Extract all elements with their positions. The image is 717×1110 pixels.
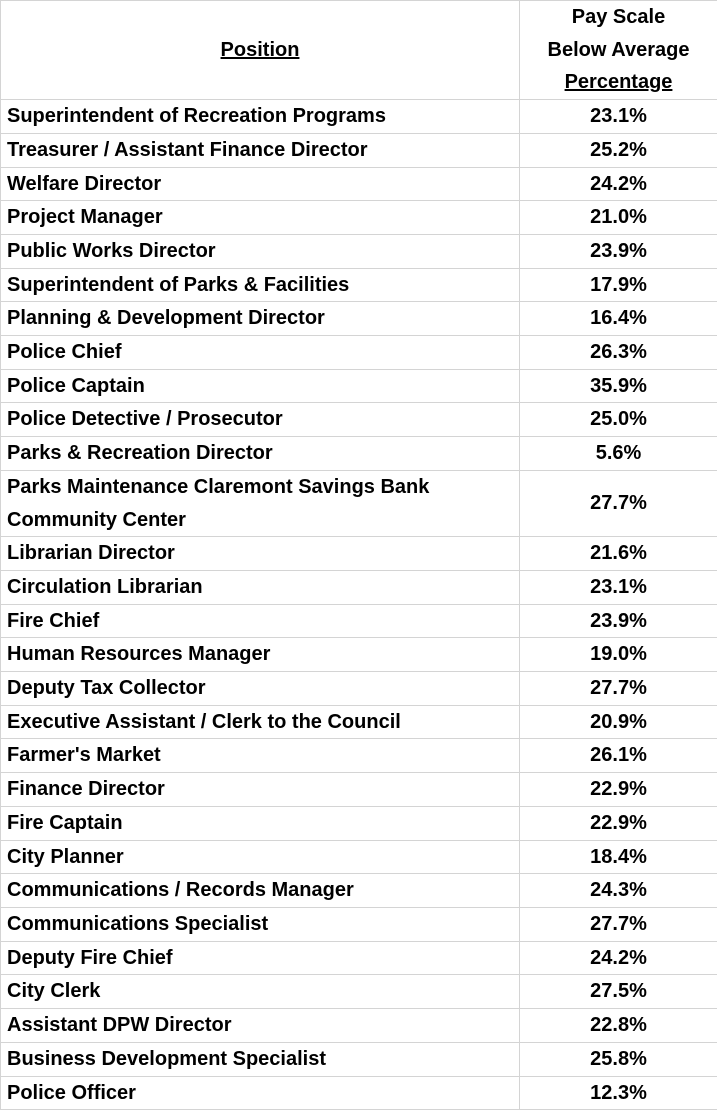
table-row (1, 268, 717, 302)
percentage-cell: 24.2% (520, 167, 717, 201)
position-cell: Welfare Director (1, 167, 520, 201)
table-row (1, 907, 717, 941)
position-cell: Parks Maintenance Claremont Savings Bank Community Center (1, 470, 520, 536)
position-column-header (1, 1, 520, 100)
position-cell: Police Chief (1, 336, 520, 370)
percentage-cell: 27.7% (520, 470, 717, 536)
position-cell: Fire Captain (1, 806, 520, 840)
header-row (1, 1, 717, 100)
table-row (1, 100, 717, 134)
position-cell: City Clerk (1, 975, 520, 1009)
percentage-column-header (520, 1, 717, 100)
table-row (1, 167, 717, 201)
percentage-cell: 23.1% (520, 570, 717, 604)
table-row (1, 806, 717, 840)
table-row (1, 941, 717, 975)
position-cell: Superintendent of Recreation Programs (1, 100, 520, 134)
position-cell: Superintendent of Parks & Facilities (1, 268, 520, 302)
table-row (1, 234, 717, 268)
percentage-cell: 25.8% (520, 1042, 717, 1076)
position-cell: Planning & Development Director (1, 302, 520, 336)
percentage-cell: 23.1% (520, 100, 717, 134)
position-cell: City Planner (1, 840, 520, 874)
table-row (1, 437, 717, 471)
table-row (1, 570, 717, 604)
percentage-header-line-3: Percentage (526, 66, 711, 99)
position-cell: Human Resources Manager (1, 638, 520, 672)
table-row (1, 302, 717, 336)
position-cell: Communications / Records Manager (1, 874, 520, 908)
table-row (1, 773, 717, 807)
percentage-cell: 25.2% (520, 133, 717, 167)
position-cell: Assistant DPW Director (1, 1009, 520, 1043)
percentage-cell: 19.0% (520, 638, 717, 672)
table-row (1, 537, 717, 571)
percentage-cell: 26.1% (520, 739, 717, 773)
position-cell: Police Captain (1, 369, 520, 403)
table-row (1, 336, 717, 370)
position-cell: Circulation Librarian (1, 570, 520, 604)
table-row (1, 638, 717, 672)
percentage-cell: 27.5% (520, 975, 717, 1009)
percentage-header-line-2: Below Average (526, 34, 711, 67)
position-cell: Project Manager (1, 201, 520, 235)
table-row (1, 470, 717, 536)
percentage-cell: 35.9% (520, 369, 717, 403)
table-row (1, 672, 717, 706)
position-cell: Parks & Recreation Director (1, 437, 520, 471)
table-row (1, 201, 717, 235)
position-cell: Police Officer (1, 1076, 520, 1110)
position-cell: Public Works Director (1, 234, 520, 268)
table-row (1, 975, 717, 1009)
percentage-cell: 25.0% (520, 403, 717, 437)
position-cell: Deputy Tax Collector (1, 672, 520, 706)
position-cell: Executive Assistant / Clerk to the Council (1, 705, 520, 739)
percentage-cell: 12.3% (520, 1076, 717, 1110)
percentage-cell: 16.4% (520, 302, 717, 336)
percentage-cell: 18.4% (520, 840, 717, 874)
position-cell: Treasurer / Assistant Finance Director (1, 133, 520, 167)
percentage-cell: 23.9% (520, 234, 717, 268)
position-cell: Deputy Fire Chief (1, 941, 520, 975)
percentage-cell: 22.9% (520, 773, 717, 807)
position-cell: Librarian Director (1, 537, 520, 571)
table-row (1, 403, 717, 437)
percentage-cell: 27.7% (520, 907, 717, 941)
percentage-cell: 20.9% (520, 705, 717, 739)
percentage-cell: 26.3% (520, 336, 717, 370)
table-header (1, 1, 717, 100)
table-row (1, 133, 717, 167)
percentage-cell: 21.0% (520, 201, 717, 235)
table-body (1, 100, 717, 1110)
table-row (1, 1009, 717, 1043)
position-cell: Finance Director (1, 773, 520, 807)
percentage-cell: 24.2% (520, 941, 717, 975)
percentage-cell: 23.9% (520, 604, 717, 638)
table-row (1, 1042, 717, 1076)
position-cell: Farmer's Market (1, 739, 520, 773)
position-cell: Communications Specialist (1, 907, 520, 941)
table-row (1, 705, 717, 739)
percentage-cell: 5.6% (520, 437, 717, 471)
table-row (1, 739, 717, 773)
table-row (1, 874, 717, 908)
table-row (1, 369, 717, 403)
percentage-cell: 27.7% (520, 672, 717, 706)
table-row (1, 1076, 717, 1110)
percentage-cell: 22.9% (520, 806, 717, 840)
percentage-cell: 22.8% (520, 1009, 717, 1043)
position-cell: Business Development Specialist (1, 1042, 520, 1076)
position-cell: Police Detective / Prosecutor (1, 403, 520, 437)
percentage-cell: 17.9% (520, 268, 717, 302)
position-cell: Fire Chief (1, 604, 520, 638)
percentage-cell: 24.3% (520, 874, 717, 908)
percentage-cell: 21.6% (520, 537, 717, 571)
percentage-header-line-1: Pay Scale (526, 1, 711, 34)
table-row (1, 604, 717, 638)
table-row (1, 840, 717, 874)
position-header-label: Position (221, 34, 300, 67)
